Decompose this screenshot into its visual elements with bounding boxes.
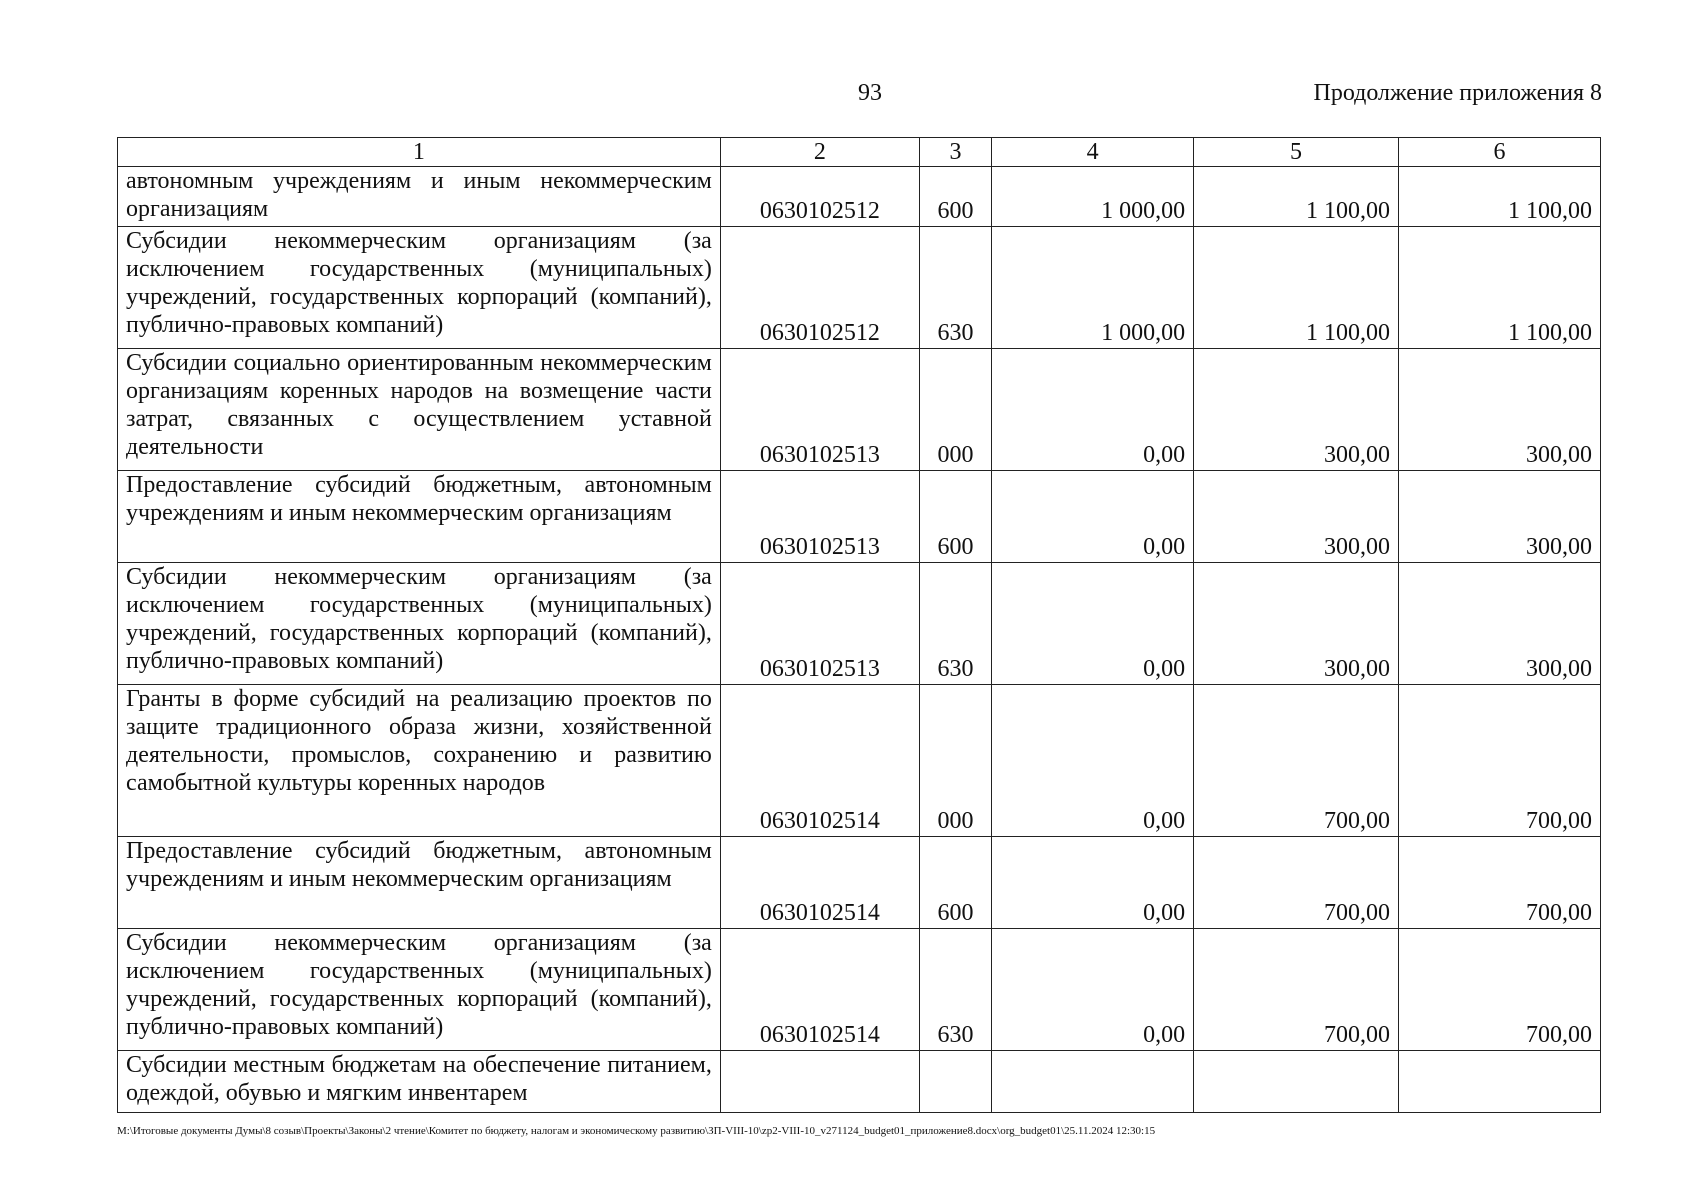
row-description: Субсидии местным бюджетам на обеспечение питанием, одеждой, обувью и мягким инвентарем (118, 1051, 721, 1113)
amount-col-5 (1194, 1051, 1399, 1113)
amount-col-6: 300,00 (1399, 563, 1601, 685)
target-article-code: 0630102513 (720, 471, 919, 563)
row-description: Субсидии некоммерческим организациям (за исключением государственных (муниципальных) учреждений, государственных корпораций (компаний), публично-правовых компаний) (118, 929, 721, 1051)
expense-type-code: 630 (919, 929, 991, 1051)
target-article-code: 0630102513 (720, 349, 919, 471)
amount-col-6: 700,00 (1399, 685, 1601, 837)
row-description: Субсидии социально ориентированным некоммерческим организациям коренных народов на возмещение части затрат, связанных с осуществлением уставной деятельности (118, 349, 721, 471)
expense-type-code: 600 (919, 837, 991, 929)
amount-col-6: 300,00 (1399, 471, 1601, 563)
table-header-row (118, 138, 1601, 167)
target-article-code: 0630102512 (720, 167, 919, 227)
row-description: Гранты в форме субсидий на реализацию проектов по защите традиционного образа жизни, хозяйственной деятельности, промыслов, сохранению и развитию самобытной культуры коренных народов (118, 685, 721, 837)
row-description: Субсидии некоммерческим организациям (за исключением государственных (муниципальных) учреждений, государственных корпораций (компаний), публично-правовых компаний) (118, 563, 721, 685)
table-row (118, 929, 1601, 1051)
amount-col-5: 700,00 (1194, 685, 1399, 837)
column-number-6: 6 (1399, 138, 1601, 167)
table-row (118, 349, 1601, 471)
table-row (118, 563, 1601, 685)
amount-col-5: 700,00 (1194, 837, 1399, 929)
table-row (118, 167, 1601, 227)
amount-col-4 (992, 1051, 1194, 1113)
table-row (118, 685, 1601, 837)
target-article-code: 0630102512 (720, 227, 919, 349)
amount-col-5: 1 100,00 (1194, 167, 1399, 227)
expense-type-code: 630 (919, 227, 991, 349)
amount-col-5: 300,00 (1194, 349, 1399, 471)
amount-col-6: 300,00 (1399, 349, 1601, 471)
column-number-1: 1 (118, 138, 721, 167)
expense-type-code: 600 (919, 167, 991, 227)
amount-col-5: 700,00 (1194, 929, 1399, 1051)
column-number-2: 2 (720, 138, 919, 167)
column-number-3: 3 (919, 138, 991, 167)
amount-col-5: 300,00 (1194, 563, 1399, 685)
row-description: автономным учреждениям и иным некоммерческим организациям (118, 167, 721, 227)
target-article-code: 0630102513 (720, 563, 919, 685)
row-description: Субсидии некоммерческим организациям (за исключением государственных (муниципальных) учреждений, государственных корпораций (компаний), публично-правовых компаний) (118, 227, 721, 349)
amount-col-4: 0,00 (992, 349, 1194, 471)
expense-type-code: 630 (919, 563, 991, 685)
row-description: Предоставление субсидий бюджетным, автономным учреждениям и иным некоммерческим организациям (118, 837, 721, 929)
appendix-continuation-title: Продолжение приложения 8 (1313, 80, 1602, 106)
expense-type-code: 000 (919, 685, 991, 837)
table-row (118, 1051, 1601, 1113)
target-article-code (720, 1051, 919, 1113)
page-number: 93 (858, 80, 882, 106)
amount-col-6: 1 100,00 (1399, 167, 1601, 227)
amount-col-4: 0,00 (992, 685, 1194, 837)
expense-type-code: 000 (919, 349, 991, 471)
table-row (118, 471, 1601, 563)
budget-table (117, 137, 1601, 1113)
target-article-code: 0630102514 (720, 685, 919, 837)
amount-col-4: 1 000,00 (992, 227, 1194, 349)
amount-col-6: 700,00 (1399, 837, 1601, 929)
document-file-path-footer: M:\Итоговые документы Думы\8 созыв\Проекты\Законы\2 чтение\Комитет по бюджету, налогам и экономическому развитию\ЗП-VIII-10\zp2-VIII-10_v271124_budget01_приложение8.docx\org_budget01\25.11.2024 12:30:15 (117, 1125, 1156, 1137)
row-description: Предоставление субсидий бюджетным, автономным учреждениям и иным некоммерческим организациям (118, 471, 721, 563)
amount-col-4: 0,00 (992, 471, 1194, 563)
amount-col-4: 1 000,00 (992, 167, 1194, 227)
amount-col-5: 300,00 (1194, 471, 1399, 563)
target-article-code: 0630102514 (720, 929, 919, 1051)
table-row (118, 837, 1601, 929)
amount-col-6: 700,00 (1399, 929, 1601, 1051)
target-article-code: 0630102514 (720, 837, 919, 929)
amount-col-6 (1399, 1051, 1601, 1113)
column-number-5: 5 (1194, 138, 1399, 167)
amount-col-5: 1 100,00 (1194, 227, 1399, 349)
amount-col-4: 0,00 (992, 563, 1194, 685)
expense-type-code (919, 1051, 991, 1113)
table-row (118, 227, 1601, 349)
amount-col-4: 0,00 (992, 929, 1194, 1051)
expense-type-code: 600 (919, 471, 991, 563)
amount-col-4: 0,00 (992, 837, 1194, 929)
amount-col-6: 1 100,00 (1399, 227, 1601, 349)
column-number-4: 4 (992, 138, 1194, 167)
